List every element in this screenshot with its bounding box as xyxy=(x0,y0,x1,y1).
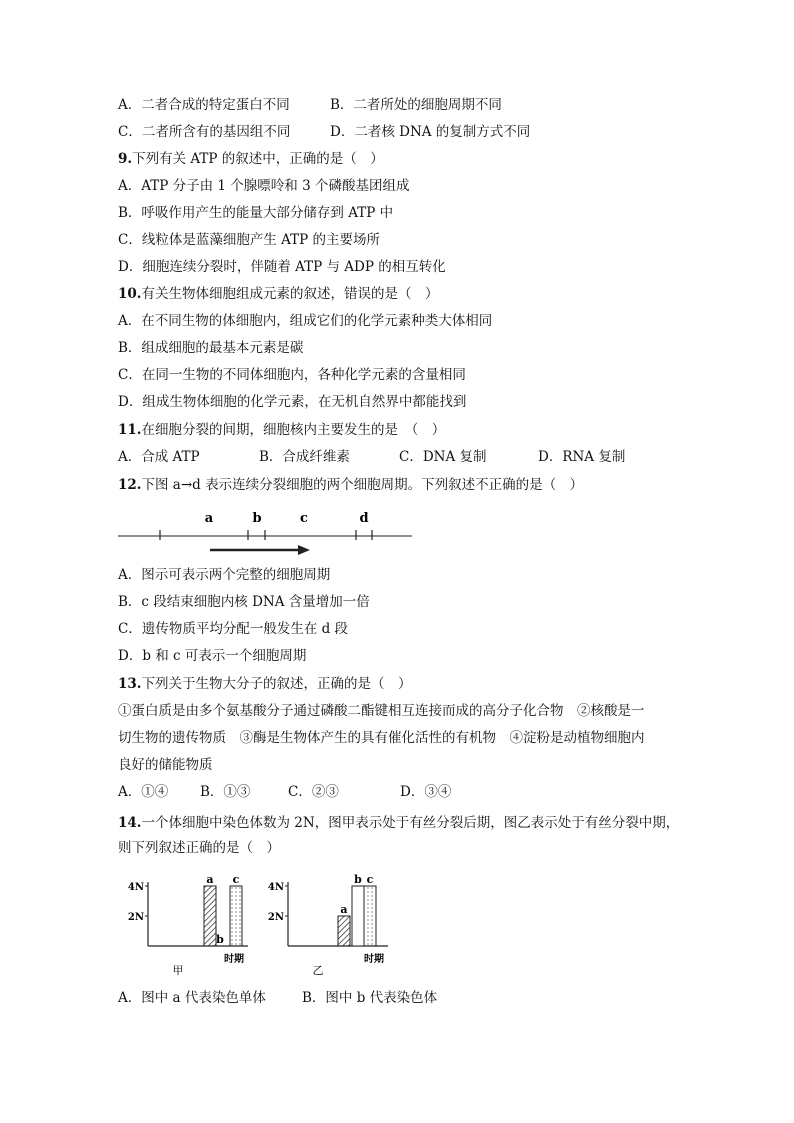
q11-option-b[interactable]: B．合成纤维素 xyxy=(259,449,350,465)
chart-jia xyxy=(118,866,258,978)
q14-stem-text1: 一个体细胞中染色体数为 2N，图甲表示处于有丝分裂后期，图乙表示处于有丝分裂中期， xyxy=(141,815,680,831)
q9-option-a[interactable]: A．ATP 分子由 1 个腺嘌呤和 3 个磷酸基团组成 xyxy=(118,178,410,194)
q13-body-line2: 切生物的遗传物质 ③酶是生物体产生的具有催化活性的有机物 ④淀粉是动植物细胞内 xyxy=(118,730,645,746)
q9-stem xyxy=(118,149,384,169)
yi-xlabel: 时期 xyxy=(364,954,384,965)
q8-options-row1 xyxy=(118,95,678,115)
jia-ytick-label-4N: 4N xyxy=(127,882,144,893)
q14-option-a[interactable]: A．图中 a 代表染色单体 xyxy=(118,990,266,1006)
jia-xlabel: 时期 xyxy=(224,954,244,965)
q13-stem xyxy=(118,674,412,694)
q13-options xyxy=(118,782,518,802)
q11-stem-text: 在细胞分裂的间期，细胞核内主要发生的是 （ ） xyxy=(141,422,446,438)
label-d: d xyxy=(359,511,369,526)
q8-option-a[interactable]: A．二者合成的特定蛋白不同 xyxy=(118,97,290,113)
jia-ytick-label-2N: 2N xyxy=(127,912,144,923)
chart-yi xyxy=(258,866,398,978)
q9-number: 9. xyxy=(118,151,133,167)
q12-option-b[interactable]: B．c 段结束细胞内核 DNA 含量增加一倍 xyxy=(118,594,370,610)
q13-option-d[interactable]: D．③④ xyxy=(400,784,452,800)
q14-option-b[interactable]: B．图中 b 代表染色体 xyxy=(302,990,438,1006)
q14-number: 14. xyxy=(118,815,142,831)
yi-ytick-label-4N: 4N xyxy=(267,882,284,893)
yi-bar-label-b: b xyxy=(354,873,362,886)
q9-option-b[interactable]: B．呼吸作用产生的能量大部分储存到 ATP 中 xyxy=(118,205,394,221)
yi-bar-label-a: a xyxy=(340,903,348,916)
label-c: c xyxy=(300,511,308,526)
q10-stem xyxy=(118,284,439,304)
jia-bar-c xyxy=(230,886,242,946)
q13-stem-text: 下列关于生物大分子的叙述，正确的是（ ） xyxy=(141,676,412,692)
q8-option-c[interactable]: C．二者所含有的基因组不同 xyxy=(118,124,291,140)
yi-bar-c xyxy=(364,886,376,946)
q8-options-row2 xyxy=(118,122,678,142)
q12-number: 12. xyxy=(118,477,142,493)
q14-stem-line2: 则下列叙述正确的是（ ） xyxy=(118,840,280,856)
yi-bar-label-c: c xyxy=(366,873,374,886)
q13-body-line1: ①蛋白质是由多个氨基酸分子通过磷酸二酯键相互连接而成的高分子化合物 ②核酸是一 xyxy=(118,703,645,719)
q11-stem xyxy=(118,420,445,440)
yi-ytick-label-2N: 2N xyxy=(267,912,284,923)
yi-bar-a xyxy=(338,916,350,946)
q13-body-line3: 良好的储能物质 xyxy=(118,757,213,773)
jia-bar-label-a: a xyxy=(206,873,214,886)
q9-option-d[interactable]: D．细胞连续分裂时，伴随着 ATP 与 ADP 的相互转化 xyxy=(118,259,446,275)
q12-stem-text: 下图 a→d 表示连续分裂细胞的两个细胞周期。下列叙述不正确的是（ ） xyxy=(141,477,584,493)
jia-title: 甲 xyxy=(172,964,184,977)
q8-option-d[interactable]: D．二者核 DNA 的复制方式不同 xyxy=(330,124,531,140)
q11-option-a[interactable]: A．合成 ATP xyxy=(118,449,200,465)
q10-number: 10. xyxy=(118,286,142,302)
q12-option-a[interactable]: A．图示可表示两个完整的细胞周期 xyxy=(118,567,331,583)
yi-bar-b xyxy=(352,886,364,946)
q10-option-b[interactable]: B．组成细胞的最基本元素是碳 xyxy=(118,340,304,356)
q13-option-b[interactable]: B．①③ xyxy=(200,784,251,800)
cell-cycle-diagram xyxy=(118,500,418,562)
q8-option-b[interactable]: B．二者所处的细胞周期不同 xyxy=(330,97,502,113)
q13-option-c[interactable]: C．②③ xyxy=(288,784,339,800)
label-b: b xyxy=(252,511,262,526)
q12-option-c[interactable]: C．遗传物质平均分配一般发生在 d 段 xyxy=(118,621,349,637)
jia-bar-label-c: c xyxy=(232,873,240,886)
q12-option-d[interactable]: D．b 和 c 可表示一个细胞周期 xyxy=(118,648,307,664)
q10-option-c[interactable]: C．在同一生物的不同体细胞内，各种化学元素的含量相同 xyxy=(118,367,466,383)
label-a: a xyxy=(204,511,214,526)
q13-option-a[interactable]: A．①④ xyxy=(118,784,169,800)
q10-stem-text: 有关生物体细胞组成元素的叙述，错误的是（ ） xyxy=(141,286,439,302)
q11-option-d[interactable]: D．RNA 复制 xyxy=(538,449,626,465)
q13-number: 13. xyxy=(118,676,142,692)
q12-stem xyxy=(118,475,583,495)
q14-stem-line1 xyxy=(118,813,679,833)
q10-option-d[interactable]: D．组成生物体细胞的化学元素，在无机自然界中都能找到 xyxy=(118,394,467,410)
q14-options-row xyxy=(118,988,518,1008)
q11-number: 11. xyxy=(118,422,142,438)
q10-option-a[interactable]: A．在不同生物的体细胞内，组成它们的化学元素种类大体相同 xyxy=(118,313,493,329)
direction-arrow-head xyxy=(298,545,310,555)
q11-option-c[interactable]: C．DNA 复制 xyxy=(399,449,487,465)
jia-bar-label-b: b xyxy=(216,933,224,946)
q9-option-c[interactable]: C．线粒体是蓝藻细胞产生 ATP 的主要场所 xyxy=(118,232,381,248)
yi-title: 乙 xyxy=(312,964,324,977)
q11-options xyxy=(118,447,678,467)
q9-stem-text: 下列有关 ATP 的叙述中，正确的是（ ） xyxy=(132,151,384,167)
jia-bar-a xyxy=(204,886,216,946)
